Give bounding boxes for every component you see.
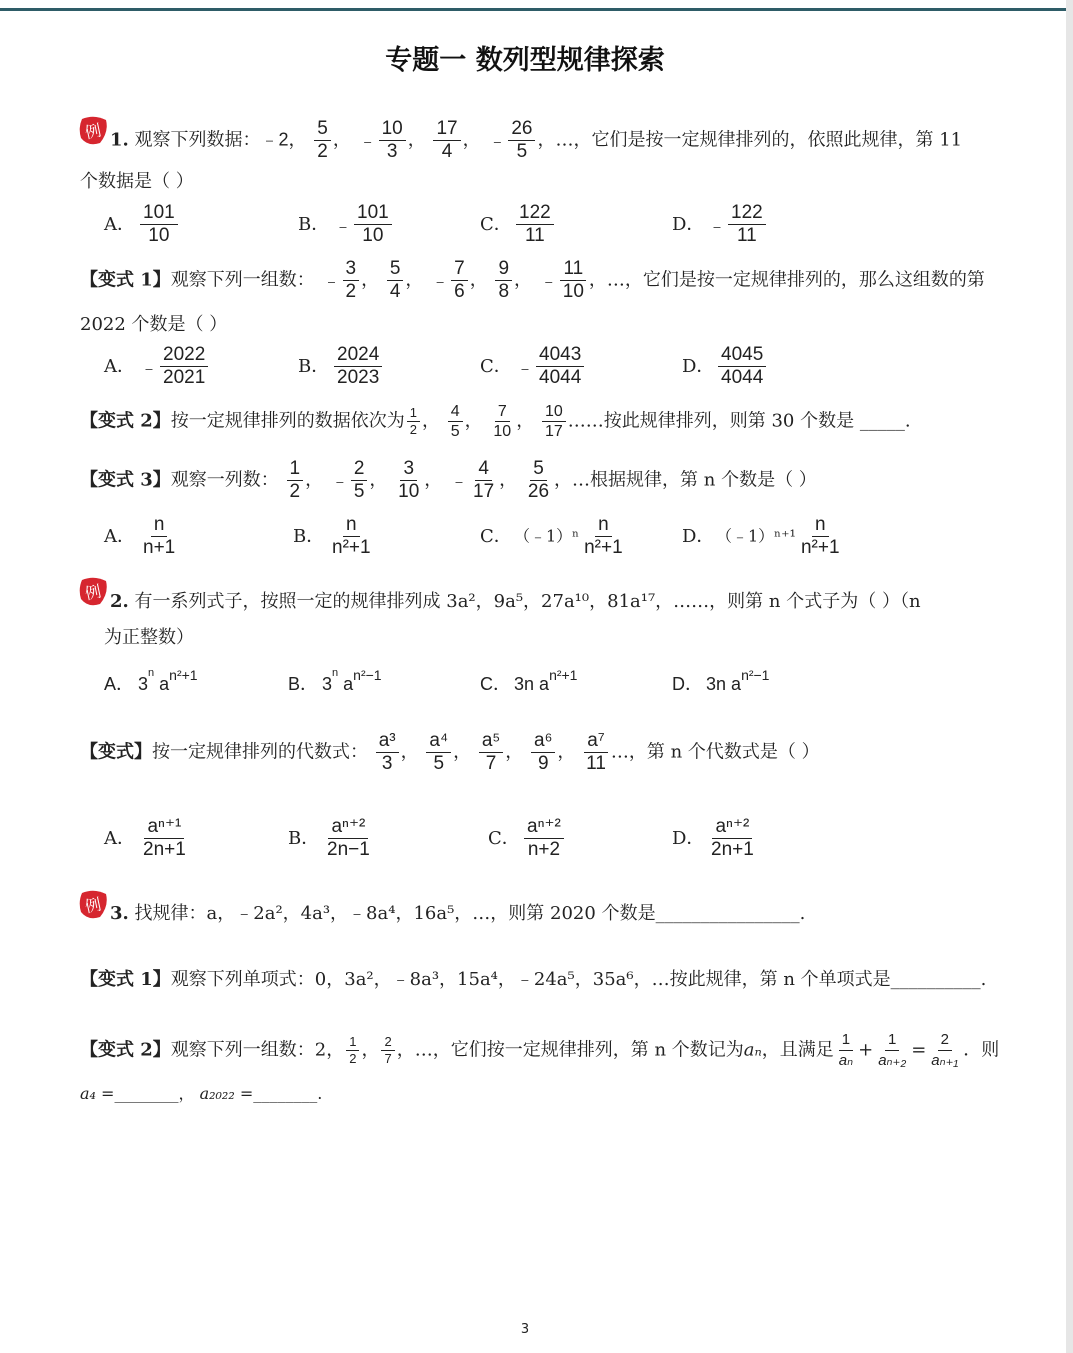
q2-number: 2. [110,591,129,612]
fraction: $\frac{9}{8}$ [495,258,512,303]
v4-option-b[interactable]: B． $\frac{\text{aⁿ⁺²}}{2n-1}$ [288,816,375,861]
fraction: $\frac{1}{2}$ [287,458,304,503]
fraction: $\frac{1}{2}$ [346,1034,359,1067]
fraction: $\frac{10}{17}$ [542,402,566,441]
fraction: $\frac{1}{2}$ [407,405,420,438]
fraction: $\frac{\text{aⁿ⁺²}}{n+2}$ [524,816,564,861]
page-title: 专题一 数列型规律探索 [385,45,665,76]
fraction: $\frac{\text{a⁴}}{5}$ [426,730,451,775]
fraction: $\frac{1}{\text{aₙ₊₂}}$ [878,1031,907,1069]
q1-option-c[interactable]: C． $\frac{122}{11}$ [480,202,556,247]
q1-first: ﹣2， [260,129,307,150]
answer-blank[interactable]: ________ [253,1084,318,1103]
fraction: $\frac{1}{\text{aₙ}}$ [838,1031,854,1069]
fraction: $\frac{\text{a³}}{3}$ [376,730,399,775]
v4-option-d[interactable]: D． $\frac{\text{aⁿ⁺²}}{2n+1}$ [672,816,759,861]
v3-option-a[interactable]: A． $\frac{n}{n+1}$ [104,514,180,559]
v1-line2: 2022 个数是（ ） [80,314,228,335]
fraction: $\frac{5}{2}$ [314,118,331,163]
answer-blank[interactable]: __________ [890,969,981,990]
fraction: $\frac{122}{11}$ [516,202,554,247]
svg-text:例: 例 [83,581,103,604]
fraction: $\frac{2024}{2023}$ [334,344,382,389]
fraction: $\frac{n}{\text{n²+1}}$ [800,514,840,558]
fraction: $\frac{\text{a⁵}}{7}$ [479,730,503,775]
fraction: $\frac{4}{5}$ [448,402,463,441]
fraction: $\frac{\text{aⁿ⁺²}}{2n+1}$ [711,816,754,860]
q2-option-c[interactable]: C． 3n $a^{n^2+1}$ [480,667,578,694]
fraction: $\frac{n}{\text{n²+1}}$ [332,514,371,558]
fraction: $\frac{\text{aⁿ⁺¹}}{2n+1}$ [143,816,186,860]
fraction: $\frac{26}{5}$ [508,118,535,163]
fraction: $\frac{101}{10}$ [354,202,392,247]
v1-option-a[interactable]: A． ﹣ $\frac{2022}{2021}$ [104,344,210,389]
q2-option-a[interactable]: A． 3$^n$ $a^{n^2+1}$ [104,667,198,694]
minus-sign: ﹣ [488,130,507,151]
example-badge-icon [78,577,110,607]
example-badge-icon [78,890,110,920]
page-number: 3 [520,1322,530,1337]
v1-option-b[interactable]: B． $\frac{2024}{2023}$ [298,344,384,389]
fraction: $\frac{4}{17}$ [473,458,495,502]
q1-line1: 1. 观察下列数据：﹣2， $\frac{5}{2}$ ， ﹣ $\frac{10}{3}$ ， $\frac{17}{4}$ ， ﹣ $\frac{26}{5}$ ，…，它们是按一定规律排列的，依照此规律，第 11 [110,118,963,162]
q1-number: 1. [110,129,129,151]
v5-line: 【变式 1】观察下列单项式：0，3a²，﹣8a³，15a⁴，﹣24a⁵，35a⁶，…按此规律，第 n 个单项式是__________. [80,969,987,990]
v1-option-d[interactable]: D． $\frac{4045}{4044}$ [682,344,768,389]
fraction: $\frac{2022}{2021}$ [160,344,208,389]
q1-text: ，…，它们是按一定规律排列的，依照此规律，第 11 [537,129,963,151]
variant-heading: 【变式 2】 [80,1039,171,1061]
v1-option-c[interactable]: C． ﹣ $\frac{4043}{4044}$ [480,344,586,389]
v4-option-c[interactable]: C． $\frac{\text{aⁿ⁺²}}{n+2}$ [488,816,566,861]
q2-option-d[interactable]: D． 3n $a^{n^2-1}$ [672,667,770,694]
fraction: $\frac{\text{a⁷}}{11}$ [586,730,606,774]
v3-option-b[interactable]: B． $\frac{n}{\text{n²+1}}$ [293,514,376,559]
fraction: $\frac{101}{10}$ [140,202,178,247]
fraction: $\frac{3}{2}$ [343,258,360,303]
fraction: $\frac{3}{10}$ [398,458,420,502]
variant-heading: 【变式 3】 [80,469,171,491]
answer-blank[interactable]: _____ [859,410,905,432]
variant-heading: 【变式 2】 [80,410,171,432]
variant-heading: 【变式】 [80,741,152,763]
q3-number: 3. [110,903,129,924]
q3-line: 3. 找规律：a，﹣2a²，4a³，﹣8a⁴，16a⁵，…，则第 2020 个数是________________. [110,903,806,924]
q2-line2: 为正整数） [104,627,194,648]
fraction: $\frac{5}{4}$ [387,258,404,303]
example-badge-icon [78,116,110,146]
minus-sign: ﹣ [358,130,377,151]
q1-line2: 个数据是（ ） [80,171,194,192]
fraction: $\frac{7}{10}$ [493,403,512,440]
q1-text: 观察下列数据： [134,129,261,151]
v6-line2: a₄ =________， a₂₀₂₂ =________. [80,1084,323,1103]
v4-line: 【变式】按一定规律排列的代数式： $\frac{\text{a³}}{3}$ ， $\frac{\text{a⁴}}{5}$ ， $\frac{\text{a⁵}}{7}$ ， $\frac{\text{a⁶}}{9}$ ， $\frac{\text{a⁷}}{11}$ …，第 n 个代数式是（ ） [80,730,820,774]
svg-text:例: 例 [83,894,103,917]
q1-option-a[interactable]: A． $\frac{101}{10}$ [104,202,180,247]
v6-line1: 【变式 2】观察下列一组数：2， $\frac{1}{2}$ ， $\frac{2}{7}$ ，…，它们按一定规律排列，第 n 个数记为aₙ，且满足 $\frac{1}{\text{aₙ}}$ + $\frac{1}{\text{aₙ₊₂}}$ = $\frac{2}{\text{aₙ₊₁}}$ ．则 [80,1031,1000,1069]
v3-line: 【变式 3】观察一列数： $\frac{1}{2}$ ， ﹣ $\frac{2}{5}$ ， $\frac{3}{10}$ ， ﹣ $\frac{4}{17}$ ， $\frac{5}{26}$ ，…根据规律，第 n 个数是（ ） [80,458,817,502]
variant-heading: 【变式 1】 [80,269,171,291]
fraction: $\frac{\text{aⁿ⁺²}}{2n-1}$ [327,816,370,860]
fraction: $\frac{17}{4}$ [433,118,460,163]
v2-line: 【变式 2】按一定规律排列的数据依次为 $\frac{1}{2}$ ， $\frac{4}{5}$ ， $\frac{7}{10}$ ， $\frac{10}{17}$ ……按此规律排列，则第 30 个数是 _____. [80,403,911,440]
fraction: $\frac{4045}{4044}$ [718,344,766,389]
fraction: $\frac{7}{6}$ [451,258,468,303]
v3-option-d[interactable]: D．（﹣1）ⁿ⁺¹ $\frac{n}{\text{n²+1}}$ [682,514,845,559]
q1-option-b[interactable]: B． ﹣ $\frac{101}{10}$ [298,202,394,247]
answer-blank[interactable]: ________________ [655,903,800,924]
q2-option-b[interactable]: B． 3$^n$ $a^{n^2-1}$ [288,667,382,694]
fraction: $\frac{5}{26}$ [527,458,550,502]
fraction: $\frac{122}{11}$ [728,202,766,247]
page-edge [1066,0,1073,1353]
q1-option-d[interactable]: D． ﹣ $\frac{122}{11}$ [672,202,768,247]
fraction: $\frac{11}{10}$ [560,258,587,303]
top-accent-bar [0,8,1066,11]
fraction: $\frac{n}{\text{n²+1}}$ [584,514,623,558]
fraction: $\frac{2}{\text{aₙ₊₁}}$ [931,1031,959,1069]
variant-heading: 【变式 1】 [80,969,171,990]
v4-option-a[interactable]: A． $\frac{\text{aⁿ⁺¹}}{2n+1}$ [104,816,191,861]
fraction: $\frac{\text{a⁶}}{9}$ [531,730,555,775]
answer-blank[interactable]: ________ [114,1084,179,1103]
fraction: $\frac{n}{n+1}$ [143,514,176,558]
fraction: $\frac{10}{3}$ [379,118,406,163]
v3-option-c[interactable]: C． （﹣1）ⁿ $\frac{n}{\text{n²+1}}$ [480,514,628,559]
v1-line1: 【变式 1】观察下列一组数： ﹣ $\frac{3}{2}$ ， $\frac{5}{4}$ ， ﹣ $\frac{7}{6}$ ， $\frac{9}{8}$ ， ﹣ $\frac{11}{10}$ ，…，它们是按一定规律排列的，那么这组数的第 [80,258,985,302]
fraction: $\frac{2}{7}$ [381,1034,394,1067]
q2-line1: 2. 有一系列式子，按照一定的规律排列成 3a²，9a⁵，27a¹⁰，81a¹⁷，……，则第 n 个式子为（ ）（n [110,591,921,612]
svg-text:例: 例 [83,120,103,143]
fraction: $\frac{2}{5}$ [351,458,368,503]
fraction: $\frac{4043}{4044}$ [536,344,584,389]
